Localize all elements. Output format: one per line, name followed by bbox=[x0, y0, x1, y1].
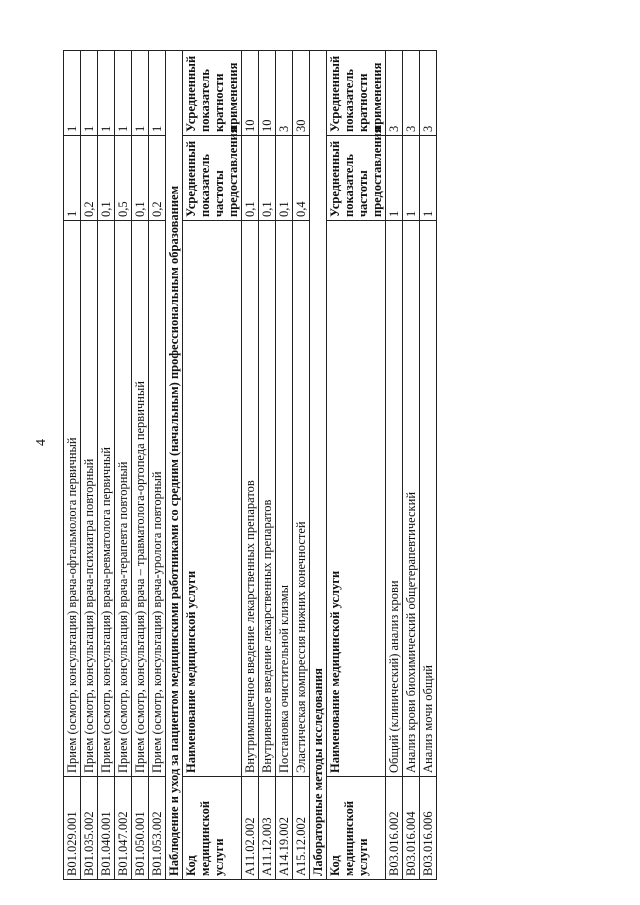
consultation-frequency-cell: 1 bbox=[64, 136, 81, 221]
lab-multiplicity-cell: 3 bbox=[386, 51, 403, 136]
consultation-name-cell: Прием (осмотр, консультация) врача-офтальмолога первичный bbox=[64, 221, 81, 777]
nursing-code-cell: A14.19.002 bbox=[276, 777, 293, 880]
header-frequency: Усредненный показатель частоты предоставления bbox=[327, 136, 386, 221]
consultation-name-cell: Прием (осмотр, консультация) врача-ревматолога первичный bbox=[98, 221, 115, 777]
header-code: Код медицинской услуги bbox=[327, 777, 386, 880]
nursing-code-cell: A11.02.002 bbox=[242, 777, 259, 880]
section-lab-title: Лабораторные методы исследования bbox=[310, 51, 327, 880]
nursing-frequency-cell: 0,4 bbox=[293, 136, 310, 221]
consultation-frequency-cell: 0,5 bbox=[115, 136, 132, 221]
consultation-code-cell: B01.050.001 bbox=[132, 777, 149, 880]
consultation-code-cell: B01.029.001 bbox=[64, 777, 81, 880]
header-name: Наименование медицинской услуги bbox=[327, 221, 386, 777]
table-row bbox=[386, 51, 403, 880]
nursing-multiplicity-cell: 10 bbox=[242, 51, 259, 136]
lab-multiplicity-cell: 3 bbox=[420, 51, 437, 136]
lab-frequency-cell: 1 bbox=[420, 136, 437, 221]
lab-multiplicity-cell: 3 bbox=[403, 51, 420, 136]
consultation-name-cell: Прием (осмотр, консультация) врача-терапевта повторный bbox=[115, 221, 132, 777]
document-table-area bbox=[63, 50, 528, 880]
consultation-frequency-cell: 0,1 bbox=[98, 136, 115, 221]
consultation-multiplicity-cell: 1 bbox=[132, 51, 149, 136]
section-row bbox=[166, 51, 183, 880]
table-row bbox=[276, 51, 293, 880]
header-name: Наименование медицинской услуги bbox=[183, 221, 242, 777]
header-row bbox=[327, 51, 386, 880]
lab-name-cell: Анализ крови биохимический общетерапевтический bbox=[403, 221, 420, 777]
page-number: 4 bbox=[34, 439, 49, 446]
consultation-multiplicity-cell: 1 bbox=[81, 51, 98, 136]
header-multiplicity: Усредненный показатель кратности применения bbox=[327, 51, 386, 136]
lab-code-cell: B03.016.006 bbox=[420, 777, 437, 880]
section-row bbox=[310, 51, 327, 880]
consultation-name-cell: Прием (осмотр, консультация) врача-уролога повторный bbox=[149, 221, 166, 777]
lab-name-cell: Общий (клинический) анализ крови bbox=[386, 221, 403, 777]
nursing-name-cell: Эластическая компрессия нижних конечностей bbox=[293, 221, 310, 777]
consultation-frequency-cell: 0,1 bbox=[132, 136, 149, 221]
consultation-frequency-cell: 0,2 bbox=[81, 136, 98, 221]
consultation-multiplicity-cell: 1 bbox=[115, 51, 132, 136]
consultation-code-cell: B01.040.001 bbox=[98, 777, 115, 880]
consultation-code-cell: B01.035.002 bbox=[81, 777, 98, 880]
table-row bbox=[149, 51, 166, 880]
header-multiplicity: Усредненный показатель кратности применения bbox=[183, 51, 242, 136]
table-row bbox=[420, 51, 437, 880]
nursing-multiplicity-cell: 30 bbox=[293, 51, 310, 136]
lab-frequency-cell: 1 bbox=[386, 136, 403, 221]
table-row bbox=[98, 51, 115, 880]
lab-code-cell: B03.016.002 bbox=[386, 777, 403, 880]
consultation-multiplicity-cell: 1 bbox=[149, 51, 166, 136]
nursing-frequency-cell: 0,1 bbox=[259, 136, 276, 221]
section-nursing-title: Наблюдение и уход за пациентом медицинскими работниками со средним (начальным) профессиональным образованием bbox=[166, 51, 183, 880]
consultation-frequency-cell: 0,2 bbox=[149, 136, 166, 221]
table-row bbox=[64, 51, 81, 880]
nursing-multiplicity-cell: 10 bbox=[259, 51, 276, 136]
lab-code-cell: B03.016.004 bbox=[403, 777, 420, 880]
table-row bbox=[132, 51, 149, 880]
table-row bbox=[81, 51, 98, 880]
nursing-code-cell: A15.12.002 bbox=[293, 777, 310, 880]
services-table bbox=[63, 50, 437, 880]
table-row bbox=[259, 51, 276, 880]
nursing-multiplicity-cell: 3 bbox=[276, 51, 293, 136]
lab-name-cell: Анализ мочи общий bbox=[420, 221, 437, 777]
header-frequency: Усредненный показатель частоты предоставления bbox=[183, 136, 242, 221]
consultation-multiplicity-cell: 1 bbox=[64, 51, 81, 136]
header-row bbox=[183, 51, 242, 880]
nursing-code-cell: A11.12.003 bbox=[259, 777, 276, 880]
nursing-frequency-cell: 0,1 bbox=[242, 136, 259, 221]
table-row bbox=[403, 51, 420, 880]
table-row bbox=[242, 51, 259, 880]
table-row bbox=[115, 51, 132, 880]
table-row bbox=[293, 51, 310, 880]
consultation-multiplicity-cell: 1 bbox=[98, 51, 115, 136]
nursing-name-cell: Постановка очистительной клизмы bbox=[276, 221, 293, 777]
consultation-name-cell: Прием (осмотр, консультация) врача-психиатра повторный bbox=[81, 221, 98, 777]
nursing-frequency-cell: 0,1 bbox=[276, 136, 293, 221]
lab-frequency-cell: 1 bbox=[403, 136, 420, 221]
consultation-code-cell: B01.047.002 bbox=[115, 777, 132, 880]
header-code: Код медицинской услуги bbox=[183, 777, 242, 880]
consultation-name-cell: Прием (осмотр, консультация) врача – травматолога-ортопеда первичный bbox=[132, 221, 149, 777]
nursing-name-cell: Внутривенное введение лекарственных препаратов bbox=[259, 221, 276, 777]
consultation-code-cell: B01.053.002 bbox=[149, 777, 166, 880]
nursing-name-cell: Внутримышечное введение лекарственных препаратов bbox=[242, 221, 259, 777]
